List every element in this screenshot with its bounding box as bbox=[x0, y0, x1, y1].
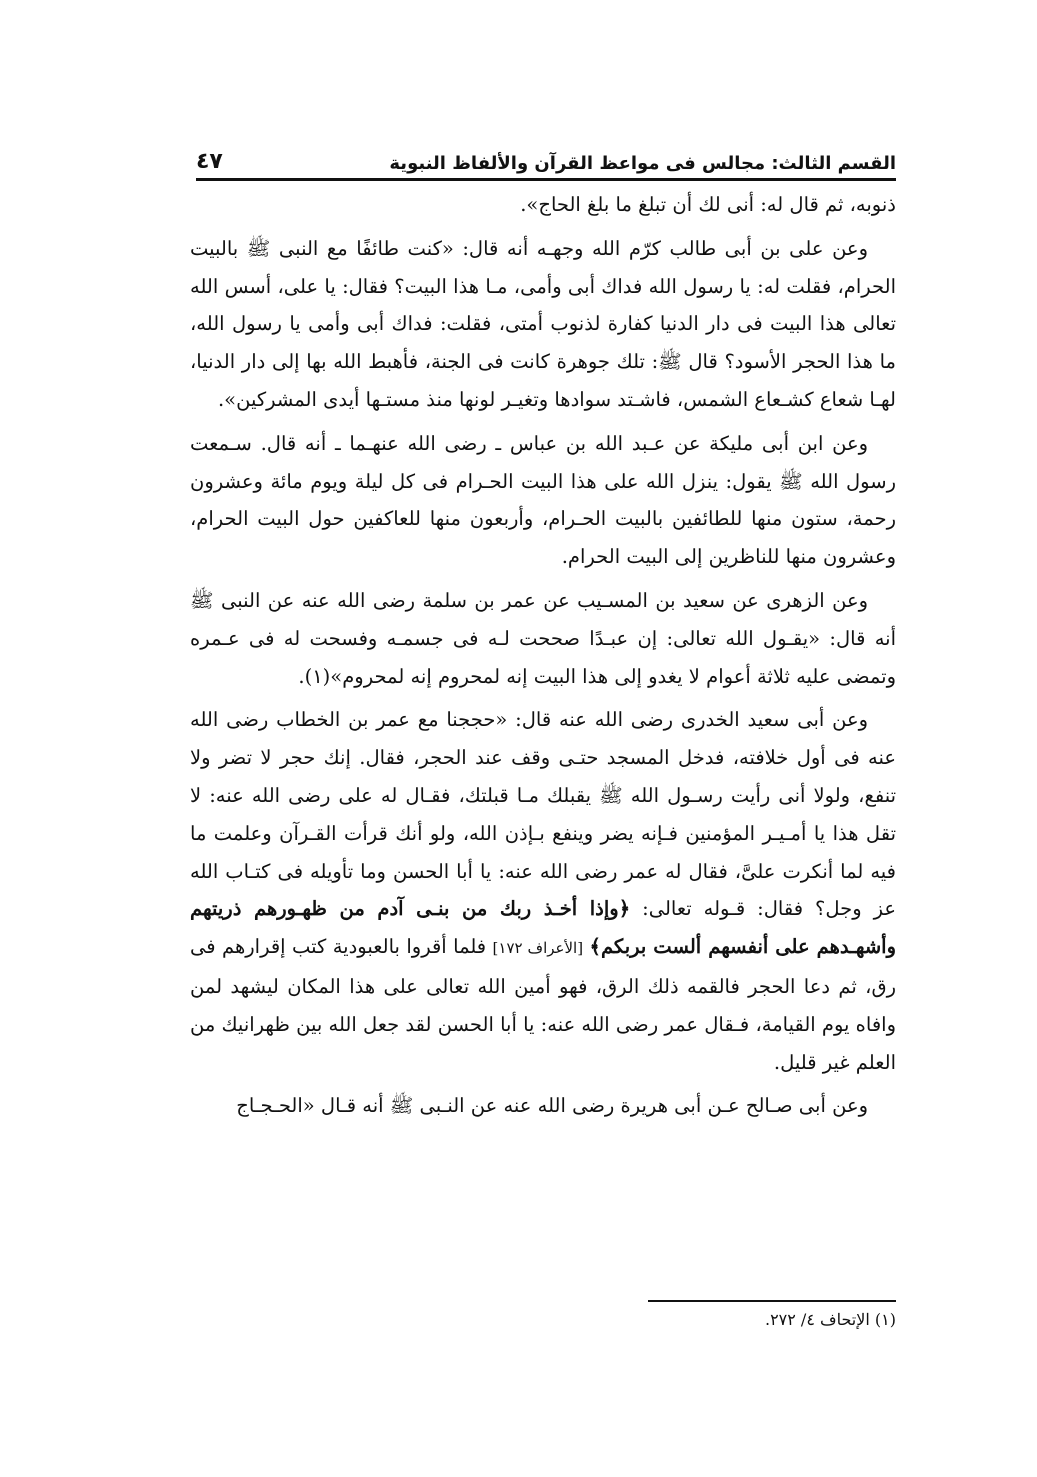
main-text bbox=[190, 186, 896, 1131]
paragraph-1: ذنوبه، ثم قال له: أنى لك أن تبلغ ما بلغ الحاج». bbox=[520, 193, 896, 216]
paragraph-3: وعن ابن أبى مليكة عن عـبد الله بن عباس ـ رضى الله عنهـما ـ أنه قال. سـمعت رسول الله ﷺ يقول: ينزل الله على هذا البيت الحـرام فى كل ليلة ويوم مائة وعشرون رحمة، ستون منها للطائفين بالبيت الحـرام، وأربعون منها للعاكفين حول البيت الحرام، وعشرون منها للناظرين إلى البيت الحرام. bbox=[190, 431, 896, 569]
paragraph-4: وعن الزهرى عن سعيد بن المسـيب عن عمر بن سلمة رضى الله عنه عن النبى ﷺ أنه قال: «يقـول الله تعالى: إن عبـدًا صححت لـه فى جسمـه وفسحت له فى عـمره وتمضى عليه ثلاثة أعوام لا يغدو إلى هذا البيت إنه لمحروم إنه لمحروم»(١). bbox=[190, 588, 896, 688]
footnote-rule bbox=[648, 1300, 896, 1302]
paragraph-2: وعن على بن أبى طالب كرّم الله وجهـه أنه قال: «كنت طائفًا مع النبى ﷺ بالبيت الحرام، فقلت له: يا رسول الله فداك أبى وأمى، مـا هذا البيت؟ فقال: يا على، أسس الله تعالى هذا البيت فى دار الدنيا كفارة لذنوب أمتى، فقلت: فداك أبى وأمى يا رسول الله، ما هذا الحجر الأسود؟ قال ﷺ: تلك جوهرة كانت فى الجنة، فأهبط الله بها إلى دار الدنيا، لهـا شعاع كشـعاع الشمس، فاشـتد سوادها وتغيـر لونها منذ مستـها أيدى المشركين». bbox=[190, 236, 896, 411]
page-number: ٤٧ bbox=[196, 149, 223, 174]
paragraph-5 bbox=[190, 701, 896, 1081]
chapter-title: القسم الثالث: مجالس فى مواعظ القرآن والألفاظ النبوية bbox=[389, 153, 896, 174]
verse-reference: [الأعراف ١٧٢] bbox=[492, 939, 584, 958]
footnote: (١) الإتحاف ٤/ ٢٧٢. bbox=[764, 1310, 896, 1329]
paragraph-5-text: وعن أبى سعيد الخدرى رضى الله عنه قال: «حججنا مع عمر بن الخطاب رضى الله عنه فى أول خلافته، فدخل المسجد حتـى وقف عند الحجر، فقال. إنك حجر لا تضر ولا تنفع، ولولا أنى رأيت رسـول الله ﷺ يقبلك مـا قبلتك، فقـال له على رضى الله عنه: لا تقل هذا يا أمـيـر المؤمنين فـإنه يضر وينفع بـإذن الله، ولو أنك قرأت القـرآن وعلمت ما فيه لما أنكرت علىَّ، فقال له عمر رضى الله عنه: يا أبا الحسن وما تأويله فى كتـاب الله عز وجل؟ فقال: قـوله تعالى: bbox=[190, 708, 897, 921]
running-header bbox=[196, 138, 896, 174]
header-rule bbox=[196, 178, 896, 181]
paragraph-6: وعن أبى صـالح عـن أبى هريرة رضى الله عنه عن النـبى ﷺ أنه قـال «الحـجـاج bbox=[236, 1094, 868, 1118]
paragraph-5-continuation: فلما أقروا بالعبودية كتب إقرارهم فى رق، ثم دعا الحجر فالقمه ذلك الرق، فهو أمين الله تعالى على هذا المكان ليشهد لمن وافاه يوم القيامة، فـقال عمر رضى الله عنه: يا أبا الحسن لقد جعل الله بين ظهرانيك من العلم غير قليل. bbox=[190, 935, 896, 1074]
quran-verse: ﴿وإذا أخـذ ربك من بنـى آدم من ظهـورهم ذريتهم وأشهـدهم على أنفسهم ألست بربكم﴾ bbox=[190, 897, 897, 959]
